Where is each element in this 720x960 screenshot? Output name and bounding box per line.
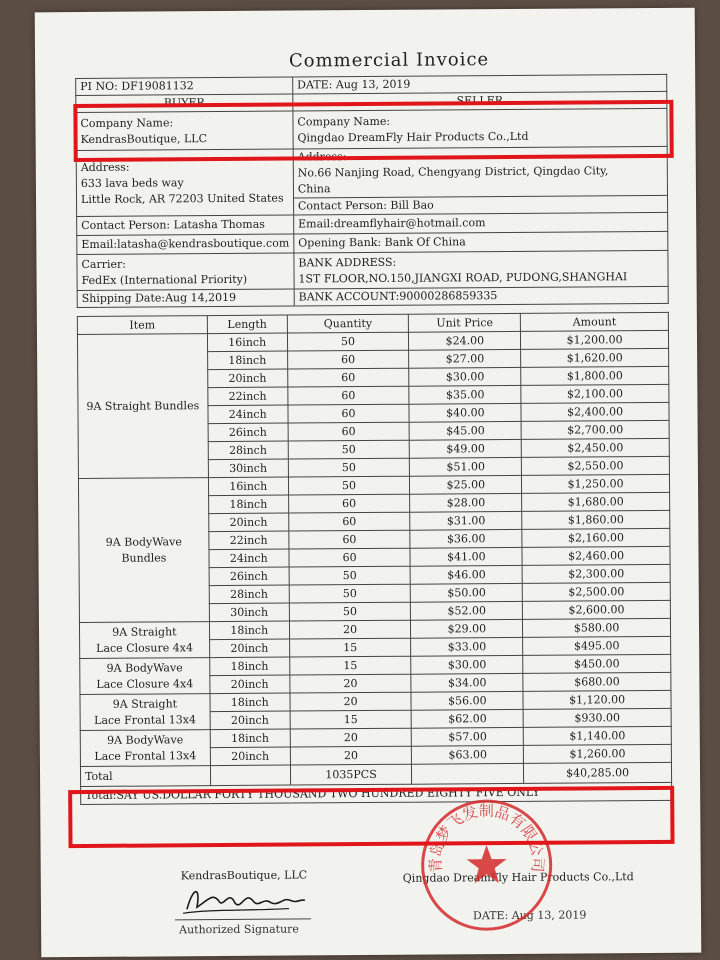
unit-price-cell: $35.00 — [409, 385, 521, 404]
seller-company-name: Qingdao DreamFly Hair Products Co.,Ltd — [297, 129, 529, 144]
total-in-words: Total:SAY US.DOLLAR FORTY THOUSAND TWO HUNDRED EIGHTY FIVE ONLY — [81, 782, 672, 804]
quantity-cell: 50 — [288, 476, 410, 495]
pi-number: PI NO: DF19081132 — [76, 77, 293, 96]
length-cell: 24inch — [209, 549, 289, 568]
length-cell: 18inch — [209, 621, 289, 640]
length-cell: 20inch — [210, 747, 290, 766]
seller-bank: Opening Bank: Bank Of China — [294, 231, 668, 253]
length-cell: 16inch — [208, 477, 288, 496]
buyer-label: BUYER — [76, 94, 293, 113]
unit-price-cell: $57.00 — [412, 727, 524, 746]
length-cell: 22inch — [208, 387, 288, 406]
length-cell: 20inch — [210, 711, 290, 730]
amount-cell: $1,260.00 — [524, 744, 672, 763]
seller-company-highlight — [73, 100, 673, 162]
unit-price-cell: $30.00 — [411, 655, 523, 674]
unit-price-cell: $41.00 — [410, 547, 522, 566]
unit-price-cell: $33.00 — [411, 637, 523, 656]
amount-cell: $1,680.00 — [522, 492, 670, 511]
unit-price-cell: $56.00 — [411, 691, 523, 710]
length-cell: 20inch — [209, 639, 289, 658]
amount-cell: $2,700.00 — [521, 420, 669, 439]
quantity-cell: 50 — [287, 332, 409, 351]
buyer-company-label: Company Name: — [80, 115, 174, 130]
length-cell: 20inch — [208, 513, 288, 532]
length-cell: 26inch — [208, 423, 288, 442]
col-header-quantity: Quantity — [287, 314, 409, 333]
amount-cell: $2,300.00 — [522, 564, 670, 583]
quantity-cell: 50 — [289, 584, 411, 603]
bank-account: BANK ACCOUNT:90000286859335 — [294, 286, 668, 306]
quantity-cell: 60 — [287, 386, 409, 405]
bank-address-label: BANK ADDRESS: — [298, 255, 397, 269]
quantity-cell: 50 — [289, 602, 411, 621]
seller-address-label: Address: — [297, 150, 347, 164]
total-quantity: 1035PCS — [290, 764, 412, 785]
seller-footer-name: Qingdao DreamFly Hair Products Co.,Ltd — [402, 870, 634, 885]
col-header-item: Item — [77, 316, 207, 335]
amount-cell: $2,550.00 — [522, 456, 670, 475]
unit-price-cell: $51.00 — [410, 457, 522, 476]
length-cell: 24inch — [208, 405, 288, 424]
seller-company-label: Company Name: — [297, 114, 391, 128]
length-cell: 30inch — [208, 459, 288, 478]
unit-price-cell: $34.00 — [411, 673, 523, 692]
length-cell: 20inch — [207, 369, 287, 388]
amount-cell: $1,200.00 — [521, 330, 669, 349]
length-cell: 30inch — [209, 603, 289, 622]
unit-price-cell: $29.00 — [411, 619, 523, 638]
seller-footer-date: DATE: Aug 13, 2019 — [472, 908, 587, 923]
quantity-cell: 20 — [289, 674, 411, 693]
buyer-contact: Contact Person: Latasha Thomas — [77, 215, 294, 236]
total-highlight — [68, 786, 674, 848]
length-cell: 18inch — [209, 657, 289, 676]
bank-address-value: 1ST FLOOR,NO.150,JIANGXI ROAD, PUDONG,SHANGHAI — [298, 269, 628, 285]
quantity-cell: 60 — [287, 368, 409, 387]
unit-price-cell: $62.00 — [411, 709, 523, 728]
length-cell: 22inch — [209, 531, 289, 550]
total-label: Total — [80, 766, 210, 787]
item-name-cell: 9A Straight Lace Closure 4x4 — [79, 622, 209, 659]
col-header-length: Length — [207, 315, 287, 334]
unit-price-cell: $63.00 — [412, 745, 524, 764]
buyer-email: Email:latasha@kendrasboutique.com — [77, 234, 294, 255]
svg-text:青岛梦飞发制品有限公司: 青岛梦飞发制品有限公司 — [426, 801, 547, 874]
length-cell: 18inch — [207, 351, 287, 370]
unit-price-cell: $50.00 — [411, 583, 523, 602]
col-header-amount: Amount — [521, 312, 669, 331]
carrier-value: FedEx (International Priority) — [81, 272, 248, 287]
amount-cell: $2,160.00 — [522, 528, 670, 547]
carrier-label: Carrier: — [81, 257, 126, 271]
length-cell: 18inch — [210, 729, 290, 748]
unit-price-cell: $46.00 — [410, 565, 522, 584]
amount-cell: $2,450.00 — [521, 438, 669, 457]
signature-image — [179, 878, 309, 921]
seller-label: SELLER — [293, 91, 667, 111]
items-table — [77, 312, 672, 805]
amount-cell: $580.00 — [523, 618, 671, 637]
quantity-cell: 60 — [289, 548, 411, 567]
length-cell: 28inch — [208, 441, 288, 460]
buyer-footer-name: KendrasBoutique, LLC — [180, 868, 308, 883]
quantity-cell: 50 — [288, 440, 410, 459]
item-name-cell: 9A Straight Bundles — [77, 334, 208, 479]
unit-price-cell: $49.00 — [410, 439, 522, 458]
amount-cell: $1,800.00 — [521, 366, 669, 385]
total-length-empty — [210, 765, 290, 786]
length-cell: 28inch — [209, 585, 289, 604]
unit-price-cell: $28.00 — [410, 493, 522, 512]
amount-cell: $2,400.00 — [521, 402, 669, 421]
item-name-cell: 9A Straight Lace Frontal 13x4 — [80, 694, 210, 731]
unit-price-cell: $24.00 — [409, 331, 521, 350]
buyer-company-name: KendrasBoutique, LLC — [80, 131, 208, 146]
total-price-empty — [412, 763, 524, 784]
invoice-date: DATE: Aug 13, 2019 — [293, 74, 667, 94]
amount-cell: $2,600.00 — [523, 600, 671, 619]
quantity-cell: 60 — [288, 422, 410, 441]
total-amount: $40,285.00 — [524, 762, 672, 783]
unit-price-cell: $27.00 — [409, 349, 521, 368]
authorized-signature-label: Authorized Signature — [179, 922, 299, 937]
bank-address — [294, 250, 668, 289]
carrier — [77, 253, 294, 291]
quantity-cell: 15 — [289, 638, 411, 657]
amount-cell: $450.00 — [523, 654, 671, 673]
quantity-cell: 60 — [287, 350, 409, 369]
item-name-cell: 9A BodyWave Lace Closure 4x4 — [80, 658, 210, 695]
item-name-cell: 9A BodyWave Bundles — [78, 478, 209, 623]
seller-contact: Contact Person: Bill Bao — [297, 198, 434, 213]
amount-cell: $1,120.00 — [523, 690, 671, 709]
length-cell: 18inch — [208, 495, 288, 514]
unit-price-cell: $52.00 — [411, 601, 523, 620]
shipping-date: Shipping Date:Aug 14,2019 — [77, 289, 294, 308]
quantity-cell: 50 — [288, 458, 410, 477]
amount-cell: $930.00 — [523, 708, 671, 727]
unit-price-cell: $40.00 — [409, 403, 521, 422]
length-cell: 20inch — [210, 675, 290, 694]
unit-price-cell: $31.00 — [410, 511, 522, 530]
quantity-cell: 20 — [290, 692, 412, 711]
length-cell: 18inch — [210, 693, 290, 712]
quantity-cell: 20 — [290, 728, 412, 747]
quantity-cell: 60 — [288, 512, 410, 531]
quantity-cell: 20 — [290, 746, 412, 765]
quantity-cell: 15 — [290, 710, 412, 729]
amount-cell: $2,500.00 — [522, 582, 670, 601]
unit-price-cell: $25.00 — [410, 475, 522, 494]
col-header-unit-price: Unit Price — [409, 313, 521, 332]
quantity-cell: 50 — [289, 566, 411, 585]
amount-cell: $1,140.00 — [523, 726, 671, 745]
buyer-address-line2: Little Rock, AR 72203 United States — [80, 191, 284, 206]
invoice-paper — [35, 8, 702, 958]
items-body — [77, 330, 671, 766]
amount-cell: $680.00 — [523, 672, 671, 691]
amount-cell: $1,620.00 — [521, 348, 669, 367]
unit-price-cell: $36.00 — [410, 529, 522, 548]
amount-cell: $1,250.00 — [522, 474, 670, 493]
quantity-cell: 60 — [288, 404, 410, 423]
buyer-address-line1: 633 lava beds way — [80, 175, 184, 190]
seller-address-line2: China — [294, 179, 667, 199]
quantity-cell: 60 — [288, 530, 410, 549]
seller-address-line1: No.66 Nanjing Road, Chengyang District, Qingdao City, — [297, 164, 609, 180]
quantity-cell: 60 — [288, 494, 410, 513]
amount-cell: $495.00 — [523, 636, 671, 655]
length-cell: 16inch — [207, 333, 287, 352]
quantity-cell: 15 — [289, 656, 411, 675]
invoice-title: Commercial Invoice — [288, 49, 490, 72]
quantity-cell: 20 — [289, 620, 411, 639]
length-cell: 26inch — [209, 567, 289, 586]
unit-price-cell: $30.00 — [409, 367, 521, 386]
item-name-cell: 9A BodyWave Lace Frontal 13x4 — [80, 730, 210, 767]
unit-price-cell: $45.00 — [409, 421, 521, 440]
amount-cell: $2,460.00 — [522, 546, 670, 565]
seller-email: Email:dreamflyhair@hotmail.com — [294, 212, 668, 234]
amount-cell: $2,100.00 — [521, 384, 669, 403]
amount-cell: $1,860.00 — [522, 510, 670, 529]
buyer-address-label: Address: — [80, 160, 130, 174]
